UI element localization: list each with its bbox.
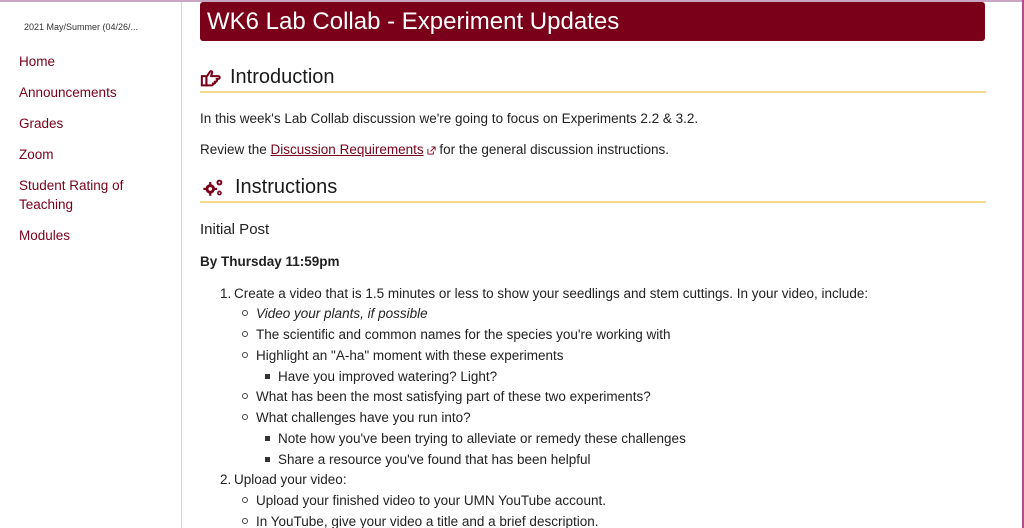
deadline-text: By Thursday 11:59pm [200,254,340,269]
bullet-marker [242,518,248,524]
sub-list-item: Share a resource you've found that has been helpful [278,452,591,467]
introduction-text: In this week's Lab Collab discussion we're going to focus on Experiments 2.2 & 3.2. [200,111,699,126]
gears-icon [200,177,226,199]
instructions-heading-label: Instructions [235,176,338,198]
page-title-banner [200,2,985,41]
nav-item-zoom[interactable]: Zoom [19,147,54,162]
step-text: Create a video that is 1.5 minutes or less to show your seedlings and stem cuttings. In your video, include: [234,286,869,301]
step-text: Upload your video: [234,472,347,487]
discussion-requirements-text [200,141,669,159]
sub-bullet-marker [265,374,270,379]
step-number: 1. [220,286,232,301]
pointing-hand-icon [200,67,222,89]
step-number: 2. [220,472,232,487]
list-item: What challenges have you run into? [256,410,471,425]
bullet-marker [242,331,248,337]
instructions-heading [200,175,986,203]
course-sidebar [0,2,182,528]
list-item: Highlight an "A-ha" moment with these experiments [256,348,564,363]
list-item: In YouTube, give your video a title and a brief description. [256,514,599,528]
sub-list-item: Note how you've been trying to alleviate or remedy these challenges [278,431,686,446]
list-item: Video your plants, if possible [256,306,428,321]
bullet-marker [242,352,248,358]
nav-item-grades[interactable]: Grades [19,116,64,131]
requirements-suffix: for the general discussion instructions. [435,142,669,157]
introduction-heading [200,65,986,93]
course-nav [19,52,169,257]
initial-post-subheading: Initial Post [200,221,270,238]
bullet-marker [242,414,248,420]
nav-item-student-rating[interactable]: Student Rating of Teaching [19,178,124,212]
bullet-marker [242,393,248,399]
sub-bullet-marker [265,436,270,441]
sub-bullet-marker [265,457,270,462]
discussion-requirements-link[interactable]: Discussion Requirements [270,142,424,157]
nav-item-home[interactable]: Home [19,54,56,69]
requirements-prefix: Review the [200,142,271,157]
external-link-icon [427,146,436,155]
course-term-label: 2021 May/Summer (04/26/... [24,22,139,32]
bullet-marker [242,497,248,503]
list-item: Upload your finished video to your UMN YouTube account. [256,493,606,508]
introduction-heading-label: Introduction [230,66,335,88]
bullet-marker [242,310,248,316]
list-item: What has been the most satisfying part of these two experiments? [256,389,651,404]
sub-list-item: Have you improved watering? Light? [278,369,498,384]
nav-item-modules[interactable]: Modules [19,228,71,243]
page-title: WK6 Lab Collab - Experiment Updates [207,8,620,35]
list-item: The scientific and common names for the species you're working with [256,327,671,342]
nav-item-announcements[interactable]: Announcements [19,85,117,100]
